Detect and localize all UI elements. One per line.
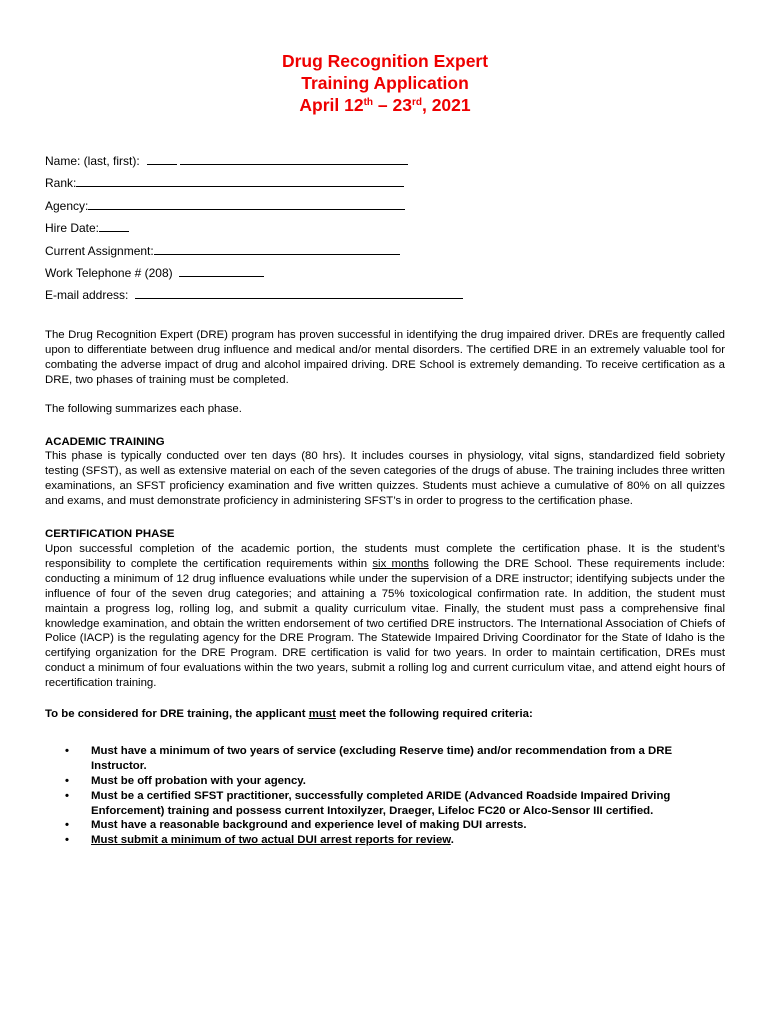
rank-line[interactable]: [76, 176, 404, 187]
certification-heading: CERTIFICATION PHASE: [45, 528, 175, 541]
criteria-item-text: Must be a certified SFST practitioner, successfully completed ARIDE (Advanced Roadside Impaired Driving Enforcement) training and possess current Intoxilyzer, Draeger, Lifeloc FC20 or Alco-Sensor III certified.: [91, 789, 671, 817]
assignment-label: Current Assignment:: [45, 243, 154, 258]
criteria-intro: [45, 707, 725, 722]
must-emphasis: must: [308, 708, 336, 721]
assignment-line[interactable]: [154, 244, 400, 255]
date-prefix: April 12: [299, 95, 364, 115]
certification-text-start: Upon successful completion of the academic portion, the students must complete the certification phase. It is the student’s responsibility to complete the certification requirements within: [45, 542, 725, 570]
name-field[interactable]: [45, 153, 485, 175]
certification-text-end: following the DRE School. These requirements include: conducting a minimum of 12 drug influence evaluations while under the supervision of a DRE instructor; identifying subjects under the influence of four of the seven drug categories; and attaining a 75% toxicological confirmation rate. In addition, the student must maintain a progress log, rolling log, and submit a quality curriculum vitae. Finally, the student must pass a comprehensive final knowledge examination, and obtain the written endorsement of two certified DRE instructors. The International Association of Chiefs of Police (IACP) is the regulating agency for the DRE Program. The Statewide Impaired Driving Coordinator for the State of Idaho is the certifying organization for the DRE Program. DRE certification is valid for two years. In order to maintain certification, DREs must conduct a minimum of four evaluations within the two years, submit a rolling log and current curriculum vitae, and attend eight hours of recertification training.: [45, 557, 725, 690]
criteria-item-tail: .: [450, 834, 454, 847]
criteria-item-text: Must have a reasonable background and experience level of making DUI arrests.: [91, 819, 527, 832]
date-suffix: , 2021: [421, 95, 471, 115]
academic-heading: ACADEMIC TRAINING: [45, 435, 165, 448]
assignment-field[interactable]: [45, 243, 485, 265]
name-label: Name: (last, first):: [45, 154, 140, 168]
bullet-icon: •: [65, 819, 69, 832]
title-line-2: Training Application: [301, 73, 469, 93]
rank-field[interactable]: [45, 175, 485, 197]
certification-text: [45, 542, 725, 691]
title-line-1: Drug Recognition Expert: [281, 51, 489, 71]
date-sup-end: rd: [411, 97, 422, 108]
criteria-item: [45, 789, 725, 819]
agency-label: Agency:: [45, 198, 89, 213]
bullet-icon: •: [65, 834, 69, 847]
email-label: E-mail address:: [45, 288, 129, 303]
date-mid: – 23: [373, 95, 412, 115]
document-title: [0, 50, 770, 116]
title-date: [0, 94, 770, 116]
hire-date-label: Hire Date:: [45, 221, 100, 236]
summary-line: The following summarizes each phase.: [45, 402, 242, 415]
bullet-icon: •: [65, 744, 69, 757]
applicant-form: [45, 153, 485, 310]
criteria-item: [45, 774, 725, 789]
agency-line[interactable]: [88, 199, 405, 210]
academic-section: [45, 435, 725, 510]
document-body: [45, 328, 725, 848]
criteria-item-text: Must be off probation with your agency.: [91, 774, 306, 787]
six-months-emphasis: six months: [372, 557, 429, 570]
email-line[interactable]: [135, 288, 463, 299]
criteria-item: [45, 744, 725, 774]
criteria-item-text: Must have a minimum of two years of service (excluding Reserve time) and/or recommendation from a DRE Instructor.: [91, 744, 673, 772]
hire-date-line[interactable]: [99, 221, 129, 232]
telephone-field[interactable]: [45, 265, 485, 287]
certification-section: [45, 527, 725, 691]
date-sup-start: th: [363, 97, 374, 108]
hire-date-field[interactable]: [45, 220, 485, 242]
criteria-item: [45, 833, 725, 848]
name-line[interactable]: [180, 154, 408, 165]
criteria-item-text: Must submit a minimum of two actual DUI arrest reports for review: [91, 834, 451, 847]
telephone-line[interactable]: [179, 266, 264, 277]
criteria-list: [45, 744, 725, 848]
bullet-icon: •: [65, 789, 69, 802]
intro-paragraph: The Drug Recognition Expert (DRE) program has proven successful in identifying the drug impaired driver. DREs are frequently called upon to differentiate between drug influence and medical and/or mental disorders. The certified DRE in an extremely valuable tool for combating the adverse impact of drug and alcohol impaired driving. DRE School is extremely demanding. To receive certification as a DRE, two phases of training must be completed.: [45, 329, 725, 386]
criteria-item: [45, 818, 725, 833]
bullet-icon: •: [65, 774, 69, 787]
rank-label: Rank:: [45, 176, 77, 191]
criteria-intro-end: meet the following required criteria:: [335, 708, 533, 721]
criteria-intro-start: To be considered for DRE training, the applicant: [45, 708, 309, 721]
academic-text: This phase is typically conducted over ten days (80 hrs). It includes courses in physiology, vital signs, standardized field sobriety testing (SFST), as well as extensive material on each of the seven categories of the drugs of abuse. The training includes three written examinations, an SFST proficiency examination and five written quizzes. Students must achieve a cumulative of 80% on all quizzes and exams, and must demonstrate proficiency in administering SFST’s in order to progress to the certification phase.: [45, 450, 725, 508]
telephone-label: Work Telephone # (208): [45, 265, 173, 280]
agency-field[interactable]: [45, 198, 485, 220]
email-field[interactable]: [45, 287, 485, 309]
